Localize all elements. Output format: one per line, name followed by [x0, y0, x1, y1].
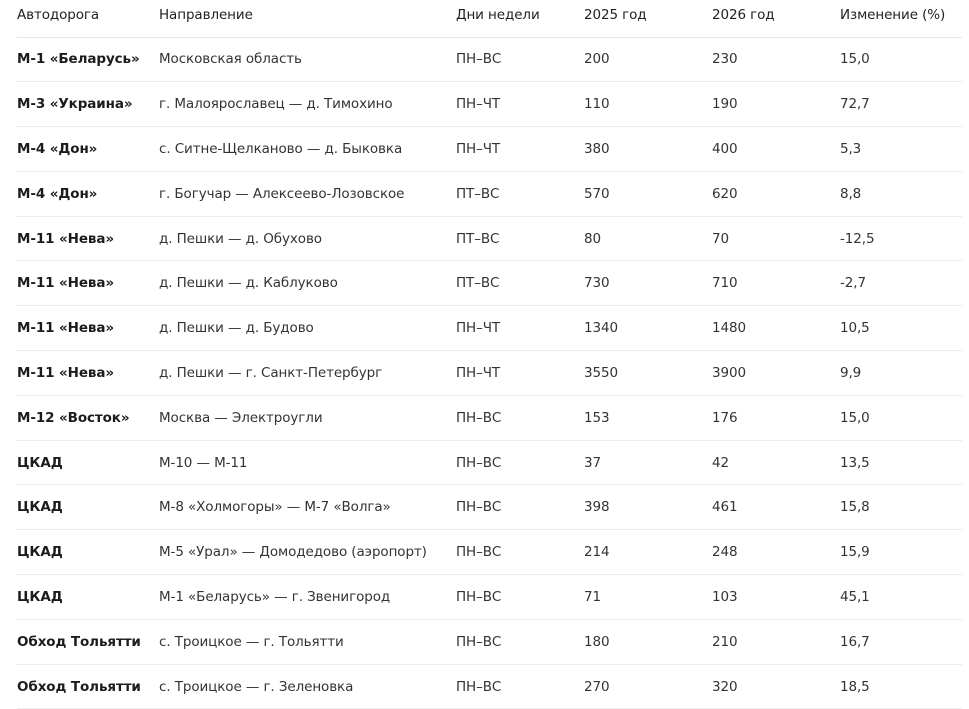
cell-2025: 37: [584, 454, 601, 471]
cell-days: ПН–ВС: [456, 409, 502, 426]
table-row: [17, 485, 962, 530]
table-header: [17, 0, 962, 37]
cell-2025: 153: [584, 409, 610, 426]
table-row: [17, 306, 962, 351]
cell-days: ПТ–ВС: [456, 185, 500, 202]
cell-2025: 180: [584, 633, 610, 650]
cell-2025: 730: [584, 275, 610, 292]
cell-days: ПН–ВС: [456, 588, 502, 605]
cell-days: ПН–ВС: [456, 454, 502, 471]
cell-2025: 200: [584, 51, 610, 68]
cell-days: ПН–ЧТ: [456, 364, 501, 381]
cell-road: М-12 «Восток»: [17, 409, 130, 426]
cell-road: М-3 «Украина»: [17, 96, 133, 113]
cell-direction: с. Троицкое — г. Зеленовка: [159, 678, 354, 695]
cell-days: ПН–ВС: [456, 499, 502, 516]
header-days: Дни недели: [456, 0, 584, 37]
table-row: [17, 82, 962, 127]
cell-direction: М-8 «Холмогоры» — М-7 «Волга»: [159, 499, 391, 516]
cell-change: 72,7: [840, 96, 870, 113]
cell-road: ЦКАД: [17, 499, 63, 516]
cell-change: 5,3: [840, 140, 862, 157]
table-row: [17, 395, 962, 440]
cell-road: М-4 «Дон»: [17, 185, 98, 202]
table-body: [17, 37, 962, 709]
cell-change: 15,8: [840, 499, 870, 516]
cell-days: ПН–ЧТ: [456, 140, 501, 157]
cell-direction: М-5 «Урал» — Домодедово (аэропорт): [159, 544, 427, 561]
table-row: [17, 261, 962, 306]
cell-2025: 80: [584, 230, 601, 247]
cell-2025: 570: [584, 185, 610, 202]
cell-change: 18,5: [840, 678, 870, 695]
cell-direction: М-1 «Беларусь» — г. Звенигород: [159, 588, 391, 605]
table-row: [17, 440, 962, 485]
cell-2025: 3550: [584, 364, 618, 381]
table-row: [17, 127, 962, 172]
cell-2026: 70: [712, 230, 729, 247]
cell-direction: г. Богучар — Алексеево-Лозовское: [159, 185, 405, 202]
table-row: [17, 619, 962, 664]
cell-2026: 1480: [712, 320, 746, 337]
table-row: [17, 351, 962, 396]
cell-road: Обход Тольятти: [17, 678, 141, 695]
cell-days: ПН–ВС: [456, 678, 502, 695]
cell-direction: Москва — Электроугли: [159, 409, 323, 426]
cell-direction: д. Пешки — д. Каблуково: [159, 275, 338, 292]
cell-road: М-4 «Дон»: [17, 140, 98, 157]
cell-days: ПТ–ВС: [456, 230, 500, 247]
header-direction: Направление: [159, 0, 456, 37]
table-row: [17, 216, 962, 261]
cell-2026: 3900: [712, 364, 746, 381]
cell-direction: д. Пешки — г. Санкт-Петербург: [159, 364, 383, 381]
header-2026: 2026 год: [712, 0, 840, 37]
cell-2025: 380: [584, 140, 610, 157]
cell-days: ПН–ВС: [456, 51, 502, 68]
header-change: Изменение (%): [840, 0, 962, 37]
cell-days: ПН–ЧТ: [456, 320, 501, 337]
cell-2026: 42: [712, 454, 729, 471]
cell-2026: 230: [712, 51, 738, 68]
cell-change: -2,7: [840, 275, 866, 292]
cell-2025: 71: [584, 588, 601, 605]
cell-2025: 270: [584, 678, 610, 695]
header-2025: 2025 год: [584, 0, 712, 37]
cell-2025: 214: [584, 544, 610, 561]
cell-days: ПН–ВС: [456, 633, 502, 650]
cell-change: 15,0: [840, 51, 870, 68]
cell-direction: д. Пешки — д. Обухово: [159, 230, 322, 247]
table-row: [17, 530, 962, 575]
toll-rates-table: [17, 0, 962, 709]
toll-rates-table-container: [17, 0, 962, 709]
cell-direction: д. Пешки — д. Будово: [159, 320, 314, 337]
cell-direction: с. Троицкое — г. Тольятти: [159, 633, 344, 650]
cell-road: М-11 «Нева»: [17, 230, 114, 247]
cell-direction: г. Малоярославец — д. Тимохино: [159, 96, 393, 113]
cell-road: Обход Тольятти: [17, 633, 141, 650]
cell-2026: 400: [712, 140, 738, 157]
table-row: [17, 664, 962, 709]
cell-road: ЦКАД: [17, 454, 63, 471]
cell-2026: 103: [712, 588, 738, 605]
cell-days: ПТ–ВС: [456, 275, 500, 292]
cell-change: 10,5: [840, 320, 870, 337]
table-row: [17, 171, 962, 216]
cell-change: 15,0: [840, 409, 870, 426]
cell-road: М-11 «Нева»: [17, 275, 114, 292]
cell-road: М-11 «Нева»: [17, 364, 114, 381]
cell-road: ЦКАД: [17, 544, 63, 561]
cell-2026: 210: [712, 633, 738, 650]
cell-change: 13,5: [840, 454, 870, 471]
header-row: [17, 0, 962, 37]
cell-change: 16,7: [840, 633, 870, 650]
table-row: [17, 37, 962, 82]
cell-direction: с. Ситне-Щелканово — д. Быковка: [159, 140, 403, 157]
cell-direction: М-10 — М-11: [159, 454, 248, 471]
cell-change: 45,1: [840, 588, 870, 605]
cell-days: ПН–ЧТ: [456, 96, 501, 113]
cell-2026: 710: [712, 275, 738, 292]
cell-2026: 190: [712, 96, 738, 113]
cell-change: 8,8: [840, 185, 862, 202]
table-row: [17, 575, 962, 620]
cell-2026: 248: [712, 544, 738, 561]
cell-2026: 320: [712, 678, 738, 695]
cell-change: 9,9: [840, 364, 862, 381]
cell-2026: 461: [712, 499, 738, 516]
cell-direction: Московская область: [159, 51, 302, 68]
cell-2025: 1340: [584, 320, 618, 337]
cell-road: М-1 «Беларусь»: [17, 51, 140, 68]
header-road: Автодорога: [17, 0, 159, 37]
cell-2026: 620: [712, 185, 738, 202]
cell-2025: 398: [584, 499, 610, 516]
cell-change: -12,5: [840, 230, 875, 247]
cell-road: М-11 «Нева»: [17, 320, 114, 337]
cell-change: 15,9: [840, 544, 870, 561]
cell-days: ПН–ВС: [456, 544, 502, 561]
cell-2026: 176: [712, 409, 738, 426]
cell-2025: 110: [584, 96, 610, 113]
cell-road: ЦКАД: [17, 588, 63, 605]
